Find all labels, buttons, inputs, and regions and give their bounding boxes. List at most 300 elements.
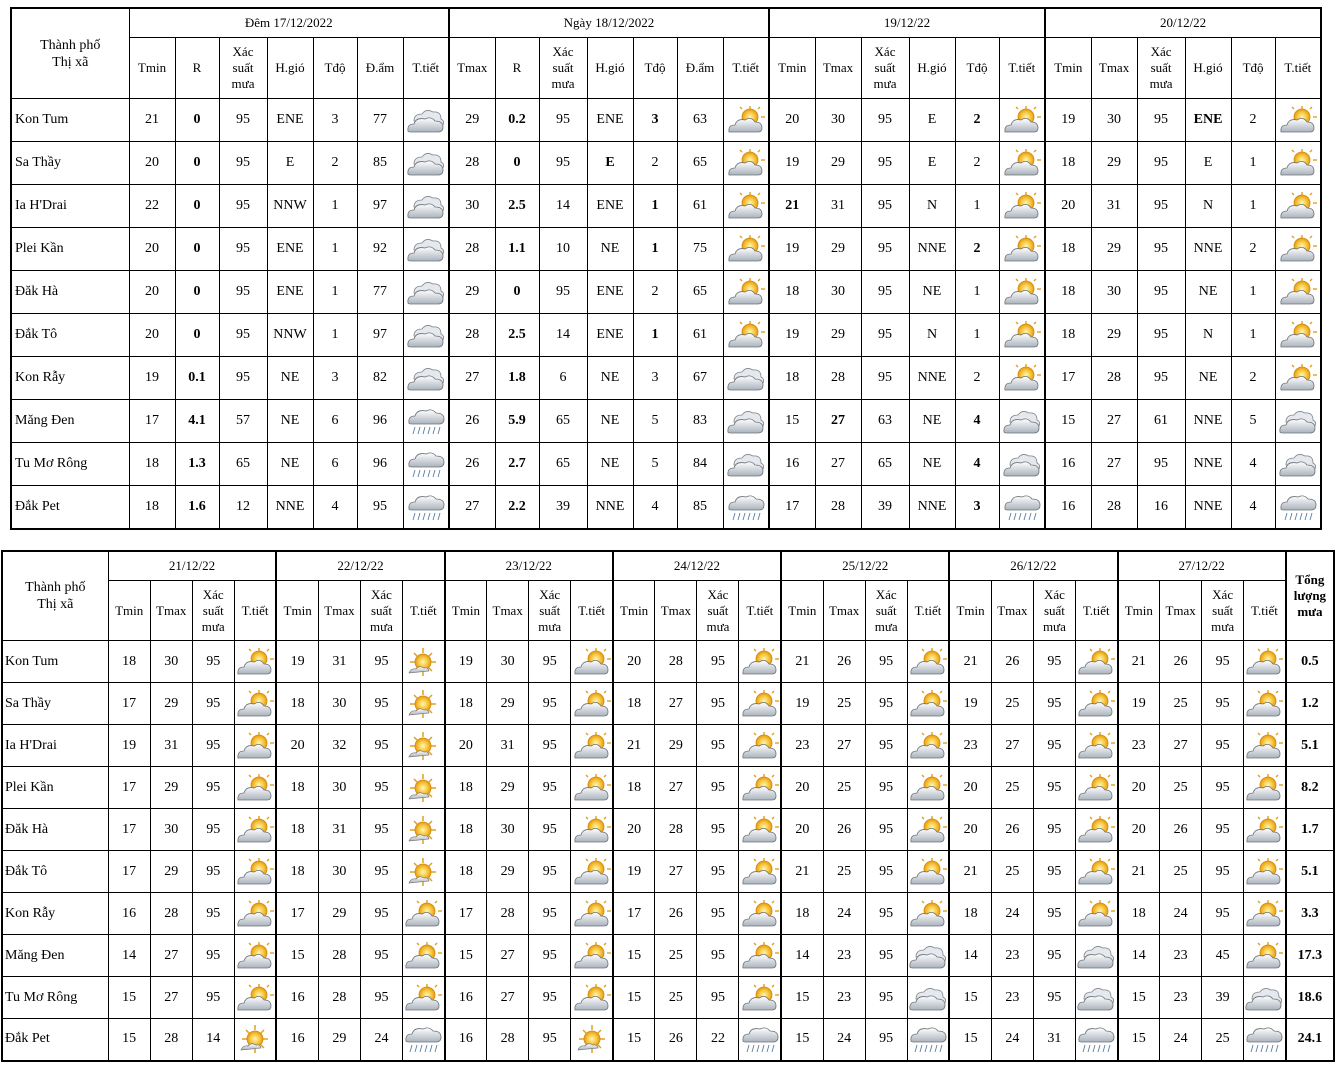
value-cell: 15 bbox=[613, 1019, 655, 1061]
value-cell: 95 bbox=[192, 767, 234, 809]
value-cell: 95 bbox=[861, 185, 909, 228]
value-cell: 19 bbox=[445, 641, 487, 683]
value-cell: 27 bbox=[487, 977, 529, 1019]
cloud-icon bbox=[406, 363, 446, 393]
weather-cell bbox=[1275, 314, 1321, 357]
column-header: T.tiết bbox=[571, 581, 613, 641]
sun-cloud-icon bbox=[403, 899, 443, 929]
weather-cell bbox=[999, 271, 1045, 314]
value-cell: 16 bbox=[276, 1019, 318, 1061]
value-cell: 26 bbox=[823, 809, 865, 851]
value-cell: 19 bbox=[769, 314, 815, 357]
weather-cell bbox=[403, 314, 449, 357]
value-cell: 5 bbox=[633, 400, 677, 443]
value-cell: 95 bbox=[1137, 228, 1185, 271]
value-cell: 30 bbox=[487, 809, 529, 851]
value-cell: 3 bbox=[313, 99, 357, 142]
value-cell: 95 bbox=[219, 142, 267, 185]
value-cell: 65 bbox=[539, 443, 587, 486]
sun-cloud-icon bbox=[1076, 899, 1116, 929]
value-cell: 31 bbox=[1091, 185, 1137, 228]
sun-cloud-icon bbox=[1278, 191, 1318, 221]
value-cell: 28 bbox=[318, 977, 360, 1019]
value-cell: 19 bbox=[108, 725, 150, 767]
value-cell: 95 bbox=[865, 767, 907, 809]
sun-cloud-icon bbox=[1076, 689, 1116, 719]
weather-cell bbox=[403, 893, 445, 935]
value-cell: 15 bbox=[1045, 400, 1091, 443]
value-cell: 24 bbox=[823, 893, 865, 935]
column-header: Tmax bbox=[1091, 38, 1137, 99]
weather-cell bbox=[234, 851, 276, 893]
value-cell: 1 bbox=[1231, 142, 1275, 185]
weather-cell bbox=[999, 185, 1045, 228]
value-cell: 29 bbox=[449, 99, 495, 142]
value-cell: 17 bbox=[108, 851, 150, 893]
city-name: Đắk Pet bbox=[11, 486, 129, 529]
value-cell: 1 bbox=[955, 314, 999, 357]
value-cell: 18 bbox=[129, 486, 175, 529]
value-cell: NE bbox=[267, 443, 313, 486]
sun-cloud-icon bbox=[726, 277, 766, 307]
value-cell: 29 bbox=[815, 228, 861, 271]
weather-cell bbox=[234, 977, 276, 1019]
value-cell: 84 bbox=[677, 443, 723, 486]
value-cell: NNE bbox=[1185, 400, 1231, 443]
value-cell: 65 bbox=[677, 271, 723, 314]
weather-cell bbox=[1075, 809, 1117, 851]
city-header: Thành phố Thị xã bbox=[11, 8, 129, 99]
value-cell: 97 bbox=[357, 185, 403, 228]
value-cell: 31 bbox=[318, 809, 360, 851]
weather-cell bbox=[571, 683, 613, 725]
value-cell: 95 bbox=[529, 767, 571, 809]
sun-cloud-icon bbox=[572, 899, 612, 929]
value-cell: 30 bbox=[318, 851, 360, 893]
value-cell: 27 bbox=[150, 977, 192, 1019]
city-name: Đăk Hà bbox=[11, 271, 129, 314]
column-header: Xác suất mưa bbox=[1137, 38, 1185, 99]
value-cell: 15 bbox=[949, 1019, 991, 1061]
city-name: Đắk Tô bbox=[2, 851, 108, 893]
weather-cell bbox=[907, 767, 949, 809]
value-cell: ENE bbox=[587, 99, 633, 142]
value-cell: 95 bbox=[697, 935, 739, 977]
value-cell: 95 bbox=[1202, 683, 1244, 725]
rain-icon bbox=[1076, 1024, 1116, 1054]
value-cell: 26 bbox=[449, 443, 495, 486]
weather-cell bbox=[999, 400, 1045, 443]
value-cell: 18 bbox=[445, 809, 487, 851]
value-cell: 21 bbox=[781, 851, 823, 893]
sun-cloud-icon bbox=[235, 899, 275, 929]
total-rain-header: Tổng lượng mưa bbox=[1286, 551, 1334, 641]
value-cell: 75 bbox=[677, 228, 723, 271]
column-header: H.gió bbox=[587, 38, 633, 99]
column-header: Tmax bbox=[655, 581, 697, 641]
sun-icon bbox=[572, 1024, 612, 1054]
value-cell: 14 bbox=[781, 935, 823, 977]
column-header: Tmax bbox=[823, 581, 865, 641]
sun-cloud-icon bbox=[235, 815, 275, 845]
sun-cloud-icon bbox=[1278, 105, 1318, 135]
table-row bbox=[2, 893, 1334, 935]
value-cell: 24 bbox=[1160, 1019, 1202, 1061]
value-cell: 20 bbox=[949, 767, 991, 809]
value-cell: 25 bbox=[655, 935, 697, 977]
table-row bbox=[11, 228, 1321, 271]
table-row bbox=[2, 767, 1334, 809]
weather-cell bbox=[403, 185, 449, 228]
value-cell: 95 bbox=[360, 809, 402, 851]
value-cell: 96 bbox=[357, 443, 403, 486]
value-cell: 95 bbox=[1202, 725, 1244, 767]
column-header: Tmin bbox=[1045, 38, 1091, 99]
day-header: 23/12/22 bbox=[445, 551, 613, 581]
weather-cell bbox=[1244, 977, 1286, 1019]
value-cell: 29 bbox=[449, 271, 495, 314]
column-header: R bbox=[175, 38, 219, 99]
weather-cell bbox=[403, 486, 449, 529]
value-cell: 27 bbox=[449, 486, 495, 529]
value-cell: 28 bbox=[150, 893, 192, 935]
sun-cloud-icon bbox=[1002, 277, 1042, 307]
city-name: Plei Kần bbox=[2, 767, 108, 809]
value-cell: 28 bbox=[815, 486, 861, 529]
value-cell: N bbox=[1185, 314, 1231, 357]
value-cell: 27 bbox=[823, 725, 865, 767]
value-cell: 18 bbox=[769, 271, 815, 314]
value-cell: 28 bbox=[1091, 357, 1137, 400]
column-header: Tmin bbox=[949, 581, 991, 641]
value-cell: 27 bbox=[991, 725, 1033, 767]
value-cell: 95 bbox=[865, 1019, 907, 1061]
sun-cloud-icon bbox=[572, 689, 612, 719]
sun-cloud-icon bbox=[1076, 815, 1116, 845]
value-cell: 2 bbox=[955, 142, 999, 185]
value-cell: 95 bbox=[192, 725, 234, 767]
weather-cell bbox=[1075, 683, 1117, 725]
value-cell: 1 bbox=[313, 228, 357, 271]
value-cell: 23 bbox=[823, 977, 865, 1019]
value-cell: 18 bbox=[108, 641, 150, 683]
city-name: Măng Đen bbox=[11, 400, 129, 443]
table-row bbox=[11, 314, 1321, 357]
value-cell: 0.2 bbox=[495, 99, 539, 142]
sun-icon bbox=[403, 731, 443, 761]
table-row bbox=[11, 486, 1321, 529]
value-cell: 1 bbox=[313, 314, 357, 357]
sun-icon bbox=[403, 857, 443, 887]
value-cell: 27 bbox=[449, 357, 495, 400]
value-cell: NNE bbox=[1185, 228, 1231, 271]
value-cell: 2.7 bbox=[495, 443, 539, 486]
column-header: Tđộ bbox=[955, 38, 999, 99]
weather-cell bbox=[1244, 641, 1286, 683]
column-header: Tđộ bbox=[633, 38, 677, 99]
weather-cell bbox=[403, 99, 449, 142]
city-name: Đắk Tô bbox=[11, 314, 129, 357]
value-cell: 77 bbox=[357, 271, 403, 314]
value-cell: NE bbox=[587, 228, 633, 271]
column-header: T.tiết bbox=[403, 581, 445, 641]
value-cell: 29 bbox=[815, 142, 861, 185]
value-cell: 31 bbox=[150, 725, 192, 767]
value-cell: 18 bbox=[276, 767, 318, 809]
value-cell: 97 bbox=[357, 314, 403, 357]
value-cell: 95 bbox=[219, 99, 267, 142]
weather-cell bbox=[571, 725, 613, 767]
value-cell: 18 bbox=[1045, 271, 1091, 314]
value-cell: 16 bbox=[769, 443, 815, 486]
total-rain-value: 1.2 bbox=[1286, 683, 1334, 725]
value-cell: 95 bbox=[539, 271, 587, 314]
weather-cell bbox=[1244, 683, 1286, 725]
cloud-icon bbox=[726, 449, 766, 479]
weather-cell bbox=[234, 1019, 276, 1061]
value-cell: 29 bbox=[150, 683, 192, 725]
weather-cell bbox=[1244, 851, 1286, 893]
value-cell: 25 bbox=[823, 683, 865, 725]
value-cell: 25 bbox=[991, 683, 1033, 725]
value-cell: 0 bbox=[495, 271, 539, 314]
value-cell: 30 bbox=[487, 641, 529, 683]
table-row bbox=[11, 443, 1321, 486]
weather-cell bbox=[739, 809, 781, 851]
cloud-icon bbox=[1002, 449, 1042, 479]
value-cell: N bbox=[1185, 185, 1231, 228]
weather-cell bbox=[1244, 767, 1286, 809]
value-cell: NE bbox=[587, 357, 633, 400]
value-cell: 1 bbox=[955, 271, 999, 314]
total-rain-value: 0.5 bbox=[1286, 641, 1334, 683]
cloud-icon bbox=[1076, 941, 1116, 971]
sun-cloud-icon bbox=[1002, 234, 1042, 264]
value-cell: 65 bbox=[677, 142, 723, 185]
value-cell: 21 bbox=[1118, 641, 1160, 683]
value-cell: 95 bbox=[861, 99, 909, 142]
value-cell: 15 bbox=[781, 1019, 823, 1061]
cloud-icon bbox=[908, 941, 948, 971]
weather-cell bbox=[739, 1019, 781, 1061]
column-header: Tmax bbox=[1160, 581, 1202, 641]
sun-cloud-icon bbox=[1278, 277, 1318, 307]
value-cell: 85 bbox=[677, 486, 723, 529]
value-cell: 26 bbox=[823, 641, 865, 683]
table-row bbox=[11, 271, 1321, 314]
column-header: Tđộ bbox=[313, 38, 357, 99]
column-header: Xác suất mưa bbox=[697, 581, 739, 641]
sun-cloud-icon bbox=[1002, 191, 1042, 221]
value-cell: 18 bbox=[613, 767, 655, 809]
weather-cell bbox=[1275, 486, 1321, 529]
value-cell: 18 bbox=[276, 809, 318, 851]
value-cell: 1 bbox=[1231, 185, 1275, 228]
value-cell: 61 bbox=[677, 314, 723, 357]
sun-icon bbox=[403, 647, 443, 677]
table-row bbox=[11, 99, 1321, 142]
weather-cell bbox=[571, 767, 613, 809]
weather-cell bbox=[403, 935, 445, 977]
weather-cell bbox=[723, 271, 769, 314]
city-name: Đăk Hà bbox=[2, 809, 108, 851]
weather-cell bbox=[571, 1019, 613, 1061]
column-header: Đ.ẩm bbox=[677, 38, 723, 99]
value-cell: NE bbox=[909, 400, 955, 443]
value-cell: 5 bbox=[1231, 400, 1275, 443]
value-cell: 21 bbox=[781, 641, 823, 683]
value-cell: 39 bbox=[861, 486, 909, 529]
value-cell: 21 bbox=[769, 185, 815, 228]
value-cell: 4 bbox=[633, 486, 677, 529]
sun-cloud-icon bbox=[740, 731, 780, 761]
value-cell: 2 bbox=[313, 142, 357, 185]
value-cell: 95 bbox=[192, 893, 234, 935]
value-cell: 27 bbox=[815, 400, 861, 443]
value-cell: 95 bbox=[360, 641, 402, 683]
column-header: Xác suất mưa bbox=[192, 581, 234, 641]
table-row bbox=[2, 1019, 1334, 1061]
table-row bbox=[2, 683, 1334, 725]
weather-cell bbox=[1075, 767, 1117, 809]
value-cell: 95 bbox=[219, 228, 267, 271]
sun-cloud-icon bbox=[908, 899, 948, 929]
value-cell: 29 bbox=[487, 767, 529, 809]
weather-cell bbox=[907, 725, 949, 767]
value-cell: 95 bbox=[192, 809, 234, 851]
value-cell: 16 bbox=[1137, 486, 1185, 529]
period-header: 20/12/22 bbox=[1045, 8, 1321, 38]
value-cell: NNE bbox=[1185, 443, 1231, 486]
value-cell: 23 bbox=[1118, 725, 1160, 767]
value-cell: 17 bbox=[1045, 357, 1091, 400]
value-cell: 28 bbox=[1091, 486, 1137, 529]
value-cell: 29 bbox=[487, 683, 529, 725]
weather-cell bbox=[1275, 99, 1321, 142]
value-cell: 18 bbox=[129, 443, 175, 486]
rain-icon bbox=[1002, 492, 1042, 522]
value-cell: 23 bbox=[991, 935, 1033, 977]
value-cell: NE bbox=[909, 271, 955, 314]
value-cell: 25 bbox=[1160, 683, 1202, 725]
value-cell: 95 bbox=[219, 314, 267, 357]
sun-cloud-icon bbox=[235, 731, 275, 761]
column-header: Tmin bbox=[781, 581, 823, 641]
value-cell: 0.1 bbox=[175, 357, 219, 400]
total-rain-value: 8.2 bbox=[1286, 767, 1334, 809]
value-cell: 95 bbox=[192, 977, 234, 1019]
value-cell: 32 bbox=[318, 725, 360, 767]
column-header: Xác suất mưa bbox=[861, 38, 909, 99]
value-cell: 95 bbox=[1137, 142, 1185, 185]
weather-cell bbox=[234, 809, 276, 851]
value-cell: 19 bbox=[129, 357, 175, 400]
sun-cloud-icon bbox=[235, 773, 275, 803]
weather-cell bbox=[403, 767, 445, 809]
weather-cell bbox=[723, 142, 769, 185]
sun-cloud-icon bbox=[235, 941, 275, 971]
value-cell: 14 bbox=[192, 1019, 234, 1061]
value-cell: 92 bbox=[357, 228, 403, 271]
value-cell: 6 bbox=[313, 443, 357, 486]
value-cell: 29 bbox=[318, 893, 360, 935]
value-cell: N bbox=[909, 314, 955, 357]
value-cell: 17 bbox=[445, 893, 487, 935]
sun-cloud-icon bbox=[1002, 148, 1042, 178]
column-header: Xác suất mưa bbox=[360, 581, 402, 641]
column-header: Xác suất mưa bbox=[1033, 581, 1075, 641]
sun-cloud-icon bbox=[1002, 363, 1042, 393]
value-cell: 18 bbox=[769, 357, 815, 400]
value-cell: 95 bbox=[360, 977, 402, 1019]
column-header: Xác suất mưa bbox=[529, 581, 571, 641]
sun-cloud-icon bbox=[740, 773, 780, 803]
value-cell: 95 bbox=[697, 725, 739, 767]
column-header: Xác suất mưa bbox=[219, 38, 267, 99]
value-cell: 20 bbox=[781, 809, 823, 851]
value-cell: 26 bbox=[655, 1019, 697, 1061]
value-cell: 1 bbox=[955, 185, 999, 228]
sun-cloud-icon bbox=[740, 689, 780, 719]
value-cell: 95 bbox=[697, 893, 739, 935]
weather-cell bbox=[1275, 142, 1321, 185]
value-cell: 16 bbox=[1045, 443, 1091, 486]
value-cell: 85 bbox=[357, 142, 403, 185]
column-header: Tmin bbox=[1118, 581, 1160, 641]
cloud-icon bbox=[1076, 983, 1116, 1013]
city-header: Thành phố Thị xã bbox=[2, 551, 108, 641]
value-cell: 17 bbox=[108, 767, 150, 809]
weather-cell bbox=[1244, 725, 1286, 767]
column-header: Tmin bbox=[445, 581, 487, 641]
value-cell: 25 bbox=[823, 767, 865, 809]
rain-icon bbox=[908, 1024, 948, 1054]
value-cell: 18 bbox=[613, 683, 655, 725]
value-cell: NE bbox=[1185, 357, 1231, 400]
value-cell: 28 bbox=[487, 1019, 529, 1061]
value-cell: 21 bbox=[949, 641, 991, 683]
weather-cell bbox=[571, 641, 613, 683]
rain-icon bbox=[406, 492, 446, 522]
weather-cell bbox=[999, 99, 1045, 142]
forecast-table-top bbox=[10, 7, 1322, 530]
value-cell: 95 bbox=[1202, 767, 1244, 809]
value-cell: 1 bbox=[313, 271, 357, 314]
cloud-icon bbox=[1002, 406, 1042, 436]
value-cell: 45 bbox=[1202, 935, 1244, 977]
weather-cell bbox=[403, 271, 449, 314]
value-cell: 39 bbox=[539, 486, 587, 529]
rain-icon bbox=[740, 1024, 780, 1054]
value-cell: 0 bbox=[175, 142, 219, 185]
value-cell: 67 bbox=[677, 357, 723, 400]
value-cell: 95 bbox=[529, 893, 571, 935]
column-header: R bbox=[495, 38, 539, 99]
value-cell: 4 bbox=[1231, 443, 1275, 486]
value-cell: 1.1 bbox=[495, 228, 539, 271]
sun-cloud-icon bbox=[572, 647, 612, 677]
value-cell: 27 bbox=[487, 935, 529, 977]
sun-cloud-icon bbox=[726, 105, 766, 135]
value-cell: 1.8 bbox=[495, 357, 539, 400]
value-cell: 28 bbox=[150, 1019, 192, 1061]
weather-cell bbox=[1244, 893, 1286, 935]
value-cell: 39 bbox=[1202, 977, 1244, 1019]
value-cell: 4 bbox=[313, 486, 357, 529]
weather-cell bbox=[1244, 935, 1286, 977]
cloud-icon bbox=[726, 363, 766, 393]
value-cell: 95 bbox=[697, 809, 739, 851]
